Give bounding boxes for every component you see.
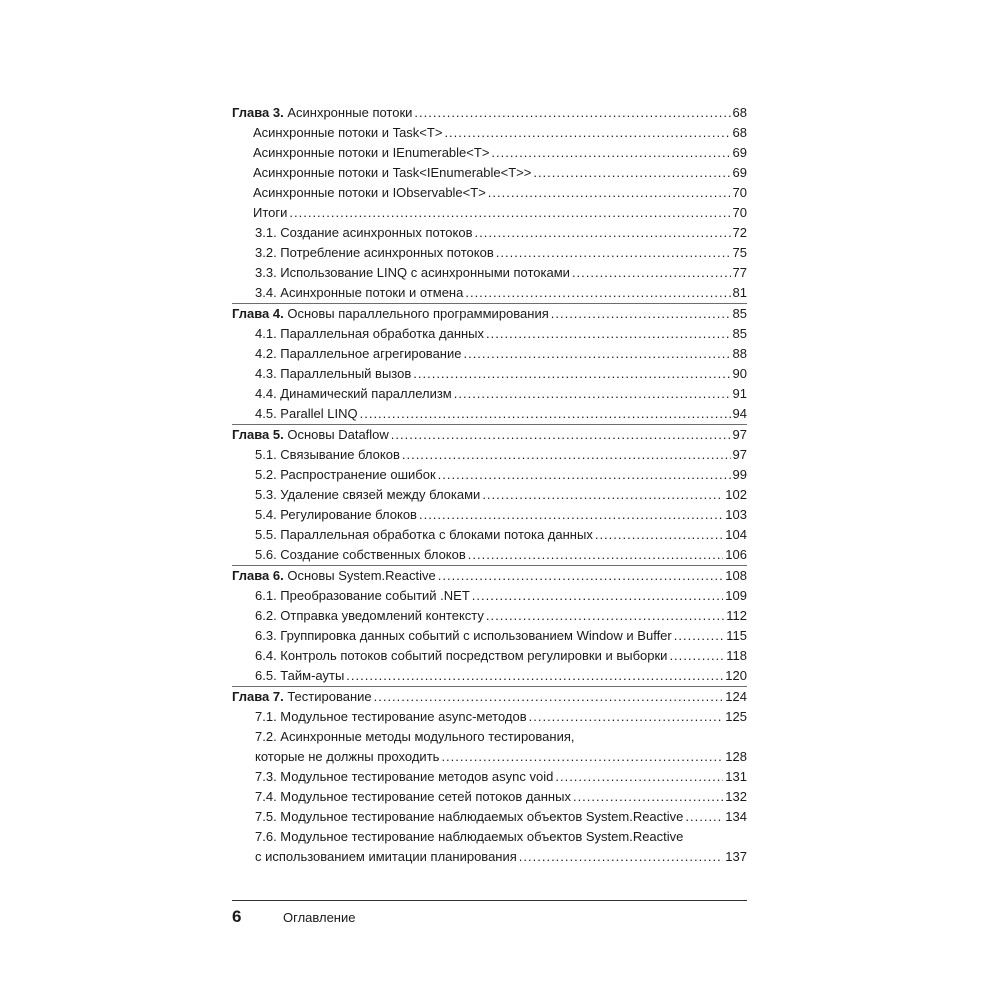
- toc-page-number: 132: [725, 789, 747, 804]
- toc-page-number: 97: [732, 427, 747, 442]
- toc-section-entry: [232, 404, 747, 424]
- toc-entry-title: 3.3. Использование LINQ с асинхронными потоками: [255, 265, 570, 280]
- dot-leader: [669, 646, 724, 666]
- toc-section-entry: [232, 364, 747, 384]
- dot-leader: [496, 243, 731, 263]
- toc-entry-continuation: с использованием имитации планирования: [255, 849, 517, 864]
- toc-chapter-entry: [232, 103, 747, 123]
- toc-entry-title: Тестирование: [283, 689, 372, 704]
- toc-page-number: 85: [732, 306, 747, 321]
- toc-page-number: 102: [725, 487, 747, 502]
- toc-entry-continuation: которые не должны проходить: [255, 749, 440, 764]
- toc-page-number: 112: [726, 608, 747, 623]
- dot-leader: [573, 787, 723, 807]
- toc-entry-title: 5.6. Создание собственных блоков: [255, 547, 466, 562]
- toc-entry-title: 6.2. Отправка уведомлений контексту: [255, 608, 484, 623]
- toc-entry-title: Асинхронные потоки и IEnumerable<T>: [253, 145, 490, 160]
- toc-section-entry: [232, 545, 747, 565]
- toc-section-entry: [232, 263, 747, 283]
- toc-section-entry: [232, 646, 747, 666]
- toc-entry-title: 7.3. Модульное тестирование методов async void: [255, 769, 554, 784]
- dot-leader: [346, 666, 723, 686]
- toc-entry-title: 4.5. Parallel LINQ: [255, 406, 358, 421]
- toc-entry-title: Асинхронные потоки и Task<IEnumerable<T>>: [253, 165, 532, 180]
- toc-entry-title: Основы System.Reactive: [283, 568, 436, 583]
- toc-section-entry: [232, 223, 747, 243]
- toc-section-entry: [232, 183, 747, 203]
- toc-section-entry: [232, 163, 747, 183]
- toc-chapter-prefix: Глава 4.: [232, 306, 284, 321]
- toc-entry-title: 7.6. Модульное тестирование наблюдаемых объектов System.Reactive: [255, 829, 684, 844]
- dot-leader: [488, 183, 731, 203]
- toc-page-number: 120: [725, 668, 747, 683]
- toc-section-entry: [232, 727, 747, 767]
- toc-entry-title: Асинхронные потоки: [283, 105, 413, 120]
- toc-page-number: 137: [725, 849, 747, 864]
- toc-page-number: 81: [732, 285, 747, 300]
- toc-section-entry: [232, 767, 747, 787]
- dot-leader: [551, 304, 731, 324]
- toc-section-entry: [232, 143, 747, 163]
- toc-page-number: 72: [732, 225, 747, 240]
- toc-section-entry: [232, 203, 747, 223]
- toc-entry-title: 5.4. Регулирование блоков: [255, 507, 417, 522]
- page-number: 6: [232, 907, 242, 926]
- toc-section-entry: [232, 787, 747, 807]
- toc-page-number: 77: [732, 265, 747, 280]
- toc-section-entry: [232, 123, 747, 143]
- toc-entry-title: 5.1. Связывание блоков: [255, 447, 400, 462]
- toc-page-number: 70: [732, 185, 747, 200]
- toc-section-entry: [232, 505, 747, 525]
- toc-entry-title: Основы Dataflow: [283, 427, 389, 442]
- dot-leader: [391, 425, 731, 445]
- toc-page-number: 85: [732, 326, 747, 341]
- dot-leader: [555, 767, 723, 787]
- toc-chapter-prefix: Глава 3.: [232, 105, 284, 120]
- toc-section-entry: [232, 465, 747, 485]
- toc-page-number: 118: [726, 648, 747, 663]
- dot-leader: [529, 707, 724, 727]
- toc-page-number: 68: [732, 105, 747, 120]
- toc-entry-title: 6.5. Тайм-ауты: [255, 668, 345, 683]
- toc-section-entry: [232, 485, 747, 505]
- toc-chapter-entry: [232, 565, 747, 586]
- toc-page-number: 124: [725, 689, 747, 704]
- toc-entry-label: [232, 687, 372, 707]
- toc-section-entry: [232, 243, 747, 263]
- toc-entry-title: Асинхронные потоки и IObservable<T>: [253, 185, 486, 200]
- toc-entry-title: 3.2. Потребление асинхронных потоков: [255, 245, 494, 260]
- toc-page-number: 109: [725, 588, 747, 603]
- dot-leader: [441, 747, 723, 767]
- toc-entry-label: [232, 103, 412, 123]
- toc-section-entry: [232, 324, 747, 344]
- toc-section-entry: [232, 344, 747, 364]
- toc-page-number: 131: [725, 769, 747, 784]
- dot-leader: [491, 143, 730, 163]
- toc-chapter-prefix: Глава 6.: [232, 568, 284, 583]
- toc-page-number: 69: [732, 165, 747, 180]
- dot-leader: [533, 163, 730, 183]
- toc-section-entry: [232, 707, 747, 727]
- dot-leader: [474, 223, 730, 243]
- dot-leader: [486, 324, 731, 344]
- dot-leader: [419, 505, 723, 525]
- toc-section-entry: [232, 525, 747, 545]
- dot-leader: [468, 545, 724, 565]
- toc-page-number: 103: [725, 507, 747, 522]
- toc-page-number: 88: [732, 346, 747, 361]
- dot-leader: [595, 525, 723, 545]
- dot-leader: [463, 344, 730, 364]
- toc-section-entry: [232, 827, 747, 867]
- toc-entry-title: 4.1. Параллельная обработка данных: [255, 326, 485, 341]
- toc-section-entry: [232, 606, 747, 626]
- footer-rule: [232, 900, 747, 901]
- dot-leader: [413, 364, 730, 384]
- dot-leader: [444, 123, 730, 143]
- toc-page-number: 91: [732, 386, 747, 401]
- toc-chapter-entry: [232, 303, 747, 324]
- dot-leader: [438, 465, 731, 485]
- toc-page-number: 99: [732, 467, 747, 482]
- toc-entry-title: Итоги: [253, 205, 288, 220]
- dot-leader: [472, 586, 724, 606]
- dot-leader: [685, 807, 723, 827]
- toc-entry-title: 7.4. Модульное тестирование сетей потоков данных: [255, 789, 571, 804]
- toc-chapter-entry: [232, 424, 747, 445]
- toc-entry-title: 3.4. Асинхронные потоки и отмена: [255, 285, 464, 300]
- toc-page-number: 104: [725, 527, 747, 542]
- dot-leader: [360, 404, 731, 424]
- toc-entry-title: 5.2. Распространение ошибок: [255, 467, 436, 482]
- toc-entry-label: [232, 425, 389, 445]
- toc-entry-label: [232, 304, 549, 324]
- toc-section-entry: [232, 445, 747, 465]
- toc-page-number: 94: [732, 406, 747, 421]
- toc-entry-title: Основы параллельного программирования: [283, 306, 549, 321]
- toc-section-entry: [232, 283, 747, 303]
- toc-section-entry: [232, 666, 747, 686]
- dot-leader: [465, 283, 730, 303]
- toc-entry-title: 6.1. Преобразование событий .NET: [255, 588, 470, 603]
- toc-page-number: 69: [732, 145, 747, 160]
- toc-entry-title: 5.3. Удаление связей между блоками: [255, 487, 481, 502]
- dot-leader: [454, 384, 731, 404]
- toc-entry-title: 4.3. Параллельный вызов: [255, 366, 412, 381]
- dot-leader: [402, 445, 731, 465]
- toc-entry-title: 7.1. Модульное тестирование async-методов: [255, 709, 527, 724]
- toc-page-number: 90: [732, 366, 747, 381]
- running-title: Оглавление: [283, 910, 356, 925]
- toc-page-number: 108: [725, 568, 747, 583]
- toc-chapter-prefix: Глава 7.: [232, 689, 284, 704]
- toc-chapter-entry: [232, 686, 747, 707]
- dot-leader: [374, 687, 724, 707]
- dot-leader: [519, 847, 724, 867]
- toc-entry-title: 4.2. Параллельное агрегирование: [255, 346, 462, 361]
- toc-chapter-prefix: Глава 5.: [232, 427, 284, 442]
- toc-page-number: 106: [725, 547, 747, 562]
- toc-page-number: 134: [725, 809, 747, 824]
- toc-page-number: 68: [732, 125, 747, 140]
- toc-entry-title: Асинхронные потоки и Task<T>: [253, 125, 443, 140]
- toc-entry-title: 5.5. Параллельная обработка с блоками потока данных: [255, 527, 593, 542]
- toc-page-number: 115: [726, 628, 747, 643]
- dot-leader: [414, 103, 730, 123]
- dot-leader: [438, 566, 724, 586]
- dot-leader: [482, 485, 723, 505]
- table-of-contents: [232, 103, 747, 867]
- toc-page-number: 97: [732, 447, 747, 462]
- toc-section-entry: [232, 384, 747, 404]
- toc-section-entry: [232, 807, 747, 827]
- toc-page-number: 70: [732, 205, 747, 220]
- toc-page-number: 75: [732, 245, 747, 260]
- toc-entry-title: 7.5. Модульное тестирование наблюдаемых объектов System.Reactive: [255, 809, 684, 824]
- toc-section-entry: [232, 626, 747, 646]
- toc-entry-title: 6.3. Группировка данных событий с использованием Window и Buffer: [255, 628, 672, 643]
- dot-leader: [289, 203, 730, 223]
- dot-leader: [674, 626, 725, 646]
- toc-entry-title: 6.4. Контроль потоков событий посредством регулировки и выборки: [255, 648, 668, 663]
- toc-section-entry: [232, 586, 747, 606]
- toc-entry-title: 7.2. Асинхронные методы модульного тестирования,: [255, 729, 575, 744]
- toc-page-number: 128: [725, 749, 747, 764]
- toc-entry-title: 3.1. Создание асинхронных потоков: [255, 225, 473, 240]
- toc-entry-title: 4.4. Динамический параллелизм: [255, 386, 452, 401]
- toc-entry-label: [232, 566, 436, 586]
- toc-page-number: 125: [725, 709, 747, 724]
- dot-leader: [572, 263, 731, 283]
- dot-leader: [486, 606, 724, 626]
